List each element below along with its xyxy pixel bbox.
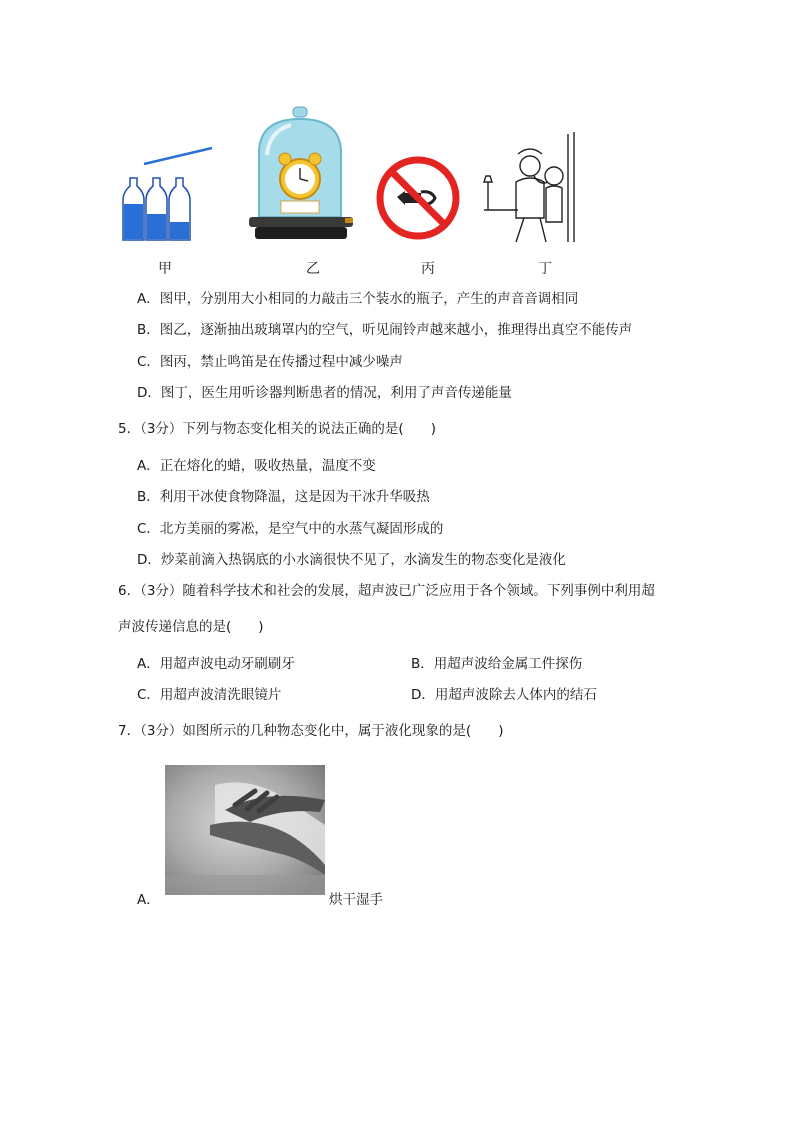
q6-stem-line-2: 声波传递信息的是( ): [118, 619, 264, 635]
figure-jia-bottles: [118, 140, 218, 245]
figure-label-yi: 乙: [306, 261, 320, 277]
q6-stem-line-1: 6．（3分）随着科学技术和社会的发展，超声波已广泛应用于各个领域。下列事例中利用超: [118, 583, 655, 599]
q7-stem: 7．（3分）如图所示的几种物态变化中，属于液化现象的是( ): [118, 723, 504, 739]
q4-option-a: A．图甲，分别用大小相同的力敲击三个装水的瓶子，产生的声音音调相同: [137, 291, 579, 307]
q4-option-c: C．图丙，禁止鸣笛是在传播过程中减少噪声: [137, 354, 403, 370]
q5-option-a: A．正在熔化的蜡，吸收热量，温度不变: [137, 458, 376, 474]
q4-option-b: B．图乙，逐渐抽出玻璃罩内的空气，听见闹铃声越来越小，推理得出真空不能传声: [137, 322, 633, 338]
q6-option-a: A．用超声波电动牙刷刷牙: [137, 656, 295, 672]
q7-option-a-caption: 烘干湿手: [329, 892, 383, 908]
figure-hand-dryer-photo: [165, 765, 325, 895]
q6-option-b: B．用超声波给金属工件探伤: [411, 656, 583, 672]
q6-option-c: C．用超声波清洗眼镜片: [137, 687, 282, 703]
q6-option-d: D．用超声波除去人体内的结石: [411, 687, 597, 703]
q4-option-d: D．图丁，医生用听诊器判断患者的情况，利用了声音传递能量: [137, 385, 512, 401]
q7-option-a-prefix: A．: [137, 892, 160, 908]
figure-bing-no-honking-sign: [375, 155, 461, 241]
q5-option-d: D．炒菜前滴入热锅底的小水滴很快不见了，水滴发生的物态变化是液化: [137, 552, 566, 568]
figure-label-ding: 丁: [538, 261, 552, 277]
figure-ding-doctor-stethoscope: [478, 132, 584, 244]
q5-option-b: B．利用干冰使食物降温，这是因为干冰升华吸热: [137, 489, 430, 505]
figure-label-jia: 甲: [158, 261, 172, 277]
q5-option-c: C．北方美丽的雾凇，是空气中的水蒸气凝固形成的: [137, 521, 444, 537]
q5-stem: 5．（3分）下列与物态变化相关的说法正确的是( ): [118, 421, 436, 437]
figure-label-bing: 丙: [421, 261, 435, 277]
figure-yi-bell-jar: [245, 105, 357, 247]
